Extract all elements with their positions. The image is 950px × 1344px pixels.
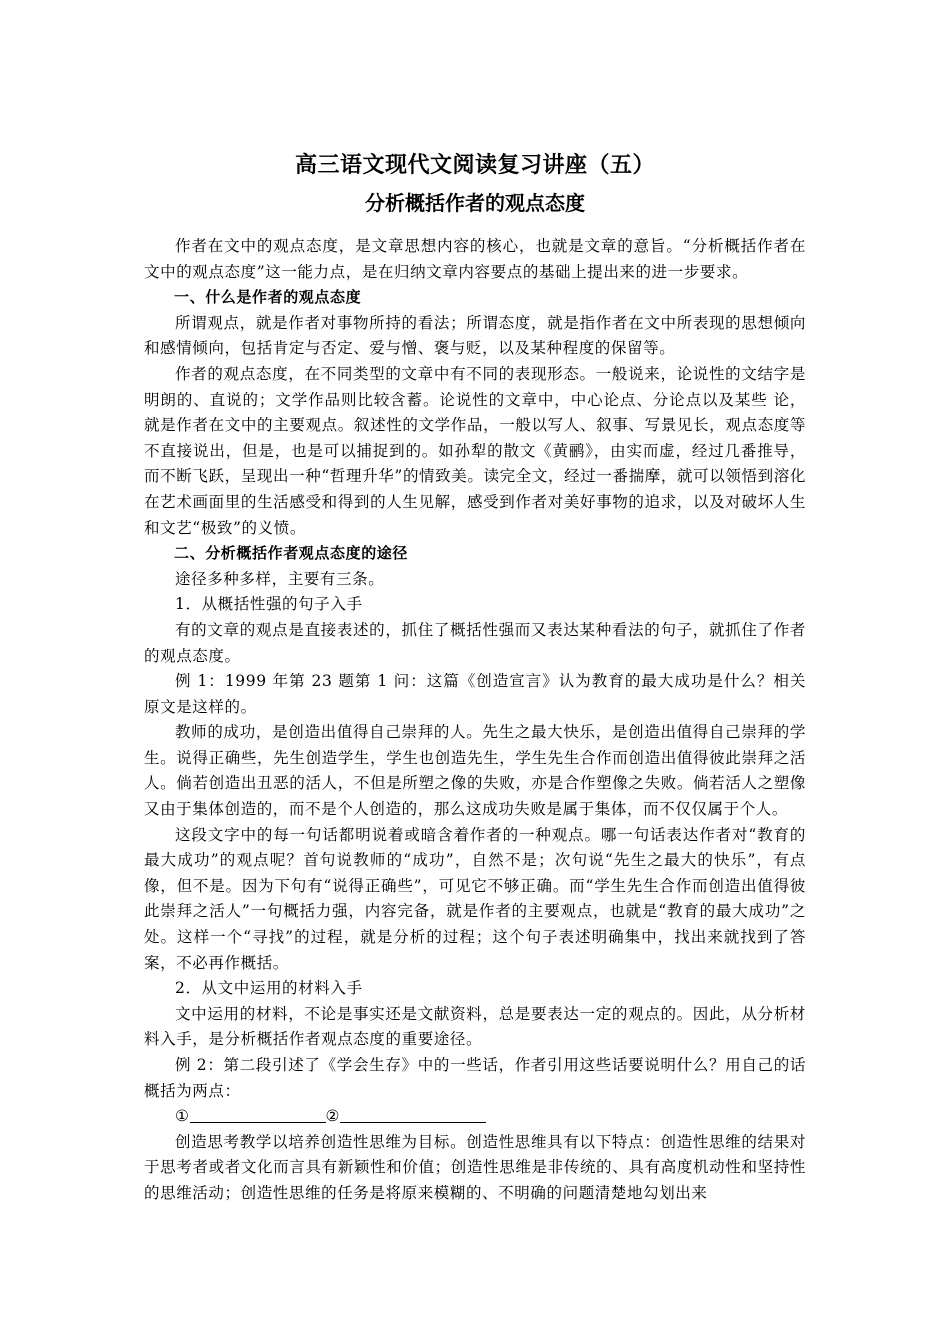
document-page [144,150,806,1207]
subheading-method-2: 2．从文中运用的材料入手 [175,979,363,998]
answer-blanks-line [144,1104,806,1130]
blank-marker-1: ① [175,1107,190,1126]
paragraph-method-2: 文中运用的材料，不论是事实还是文献资料，总是要表达一定的观点的。因此，从分析材料入手，是分析概括作者观点态度的重要途径。 [144,1004,806,1049]
subheading-method-1: 1．从概括性强的句子入手 [175,595,363,614]
paragraph-methods-intro: 途径多种多样，主要有三条。 [175,569,385,588]
answer-blank-2[interactable] [340,1104,486,1123]
blank-marker-2: ② [325,1107,340,1126]
section-heading-2: 二、分析概括作者观点态度的途径 [174,544,409,563]
document-subtitle: 分析概括作者的观点态度 [365,191,585,215]
section-heading-1: 一、什么是作者的观点态度 [174,288,362,307]
example-2-question: 例 2：第二段引述了《学会生存》中的一些话，作者引用这些话要说明什么？用自己的话概括为两点： [144,1056,806,1100]
paragraph-definition: 所谓观点，就是作者对事物所持的看法；所谓态度，就是指作者在文中所表现的思想倾向和感情倾向，包括肯定与否定、爱与憎、褒与贬，以及某种程度的保留等。 [144,313,806,358]
example-1-excerpt: 教师的成功，是创造出值得自己崇拜的人。先生之最大快乐，是创造出值得自己崇拜的学生。说得正确些，先生创造学生，学生也创造先生，学生先生合作而创造出值得彼此崇拜之活人。倘若创造出丑恶的活人，不但是所塑之像的失败，亦是合作塑像之失败。倘若活人之塑像又由于集体创造的，而不是个人创造的，那么这成功失败是属于集体，而不仅仅属于个人。 [144,723,806,819]
example-1-question: 例 1：1999 年第 23 题第 1 问：这篇《创造宣言》认为教育的最大成功是什么？相关原文是这样的。 [144,672,806,716]
document-title: 高三语文现代文阅读复习讲座（五） [294,152,655,178]
answer-blank-1[interactable] [190,1104,326,1123]
document-body [144,234,806,1207]
intro-paragraph: 作者在文中的观点态度，是文章思想内容的核心，也就是文章的意旨。“分析概括作者在文中的观点态度”这一能力点，是在归纳文章内容要点的基础上提出来的进一步要求。 [144,237,806,281]
paragraph-forms: 作者的观点态度，在不同类型的文章中有不同的表现形态。一般说来，论说性的文结字是明朗的、直说的；文学作品则比较含蓄。论说性的文章中，中心论点、分论点以及某些 论，就是作者在文中的主要观点。叙述性的文学作品，一般以写人、叙事、写景见长，观点态度等不直接说出，但是，也是可以捕捉到的。如孙犁的散文《黄鹂》，由实而虚，经过几番推导，而不断飞跃，呈现出一种“哲理升华”的情致美。读完全文，经过一番揣摩，就可以领悟到溶化在艺术画面里的生活感受和得到的人生见解，感受到作者对美好事物的追求，以及对破坏人生和文艺“极致”的义愤。 [144,364,806,537]
paragraph-method-1: 有的文章的观点是直接表述的，抓住了概括性强而又表达某种看法的句子，就抓住了作者的观点态度。 [144,620,806,665]
example-2-excerpt: 创造思考教学以培养创造性思维为目标。创造性思维具有以下特点：创造性思维的结果对于思考者或者文化而言具有新颖性和价值；创造性思维是非传统的、具有高度机动性和坚持性的思维活动；创造性思维的任务是将原来模糊的、不明确的问题清楚地勾划出来 [144,1132,806,1202]
example-1-analysis: 这段文字中的每一句话都明说着或暗含着作者的一种观点。哪一句话表达作者对“教育的最大成功”的观点呢？首句说教师的“成功”，自然不是；次句说“先生之最大的快乐”，有点像，但不是。因为下句有“说得正确些”，可见它不够正确。而“学生先生合作而创造出值得彼此崇拜之活人”一句概括力强，内容完备，就是作者的主要观点，也就是“教育的最大成功”之处。这样一个“寻找”的过程，就是分析的过程；这个句子表述明确集中，找出来就找到了答案，不必再作概括。 [144,825,806,972]
